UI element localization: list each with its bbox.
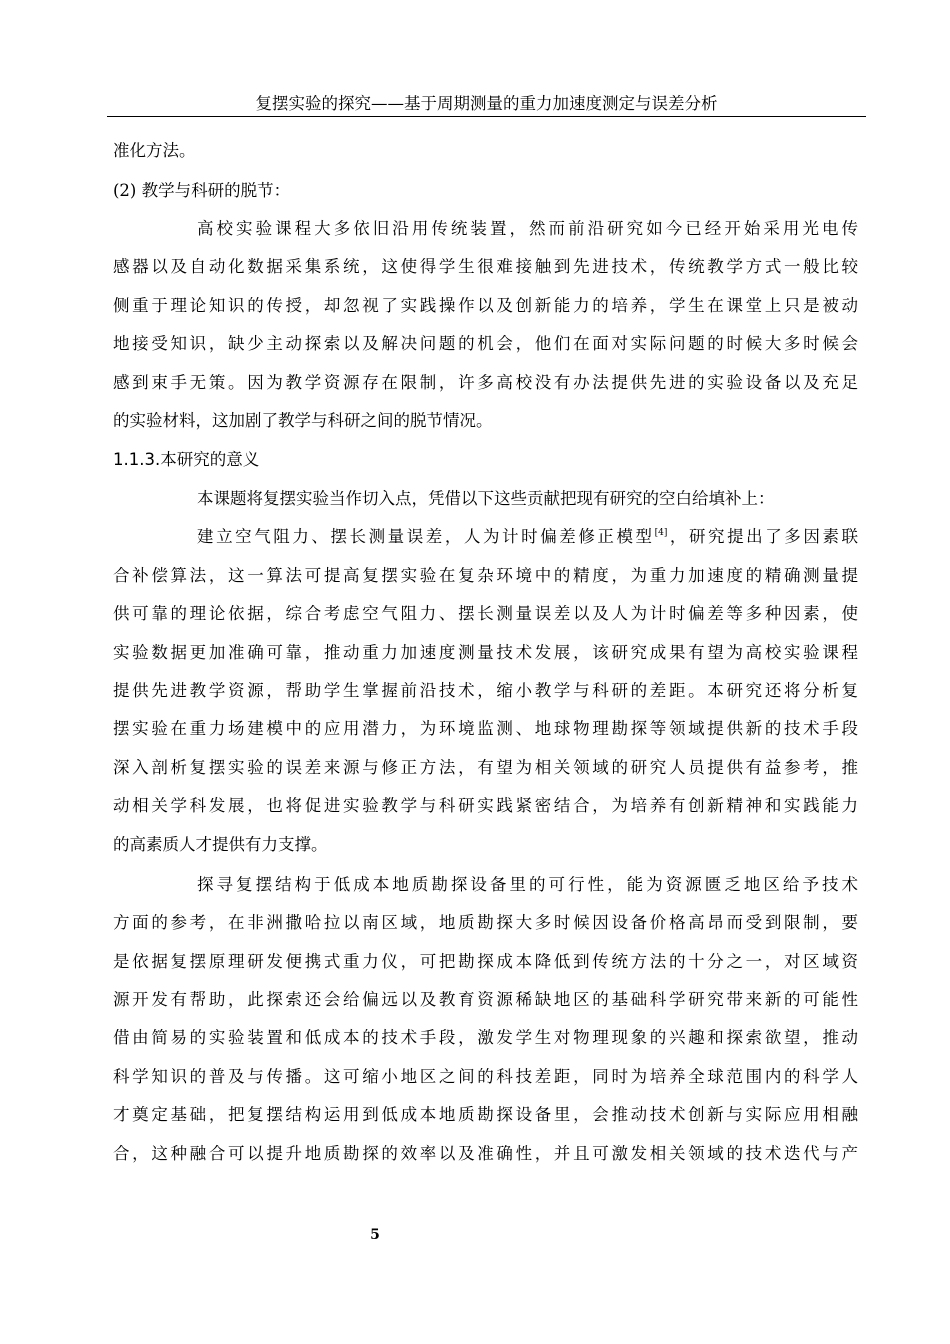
text-line: 侧重于理论知识的传授，却忽视了实践操作以及创新能力的培养，学生在课堂上只是被动 xyxy=(113,296,858,315)
text-run: 建立空气阻力、摆长测量误差，人为计时偏差修正模型 xyxy=(197,527,655,546)
text-line: 合补偿算法，这一算法可提高复摆实验在复杂环境中的精度，为重力加速度的精确测量提 xyxy=(113,566,858,585)
text-line: 深入剖析复摆实验的误差来源与修正方法，有望为相关领域的研究人员提供有益参考，推 xyxy=(113,758,858,777)
text-line: 借由简易的实验装置和低成本的技术手段，激发学生对物理现象的兴趣和探索欲望，推动 xyxy=(113,1028,858,1047)
text-line: 供可靠的理论依据，综合考虑空气阻力、摆长测量误差以及人为计时偏差等多种因素，使 xyxy=(113,604,858,623)
citation-reference[interactable]: [4] xyxy=(654,528,668,538)
text-line: 摆实验在重力场建模中的应用潜力，为环境监测、地球物理勘探等领域提供新的技术手段 xyxy=(113,719,858,738)
paragraph-first-line: 本课题将复摆实验当作切入点，凭借以下这些贡献把现有研究的空白给填补上： xyxy=(197,489,775,508)
text-line: 感器以及自动化数据采集系统，这使得学生很难接触到先进技术，传统教学方式一般比较 xyxy=(113,257,858,276)
text-line: 方面的参考，在非洲撒哈拉以南区域，地质勘探大多时候因设备价格高昂而受到限制，要 xyxy=(113,913,858,932)
text-line: 实验数据更加准确可靠，推动重力加速度测量技术发展，该研究成果有望为高校实验课程 xyxy=(113,643,858,662)
paragraph-first-line xyxy=(197,526,858,548)
text-line: 源开发有帮助，此探索还会给偏远以及教育资源稀缺地区的基础科学研究带来新的可能性 xyxy=(113,990,858,1009)
paragraph-first-line: 高校实验课程大多依旧沿用传统装置，然而前沿研究如今已经开始采用光电传 xyxy=(197,219,858,238)
text-line: 动相关学科发展，也将促进实验教学与科研实践紧密结合，为培养有创新精神和实践能力 xyxy=(113,796,858,815)
text-line: 提供先进教学资源，帮助学生掌握前沿技术，缩小教学与科研的差距。本研究还将分析复 xyxy=(113,681,858,700)
section-heading: 1.1.3.本研究的意义 xyxy=(113,450,260,469)
page-number: 5 xyxy=(370,1227,380,1243)
text-run: ，研究提出了多因素联 xyxy=(667,527,859,546)
text-line: 地接受知识，缺少主动探索以及解决问题的机会，他们在面对实际问题的时候大多时候会 xyxy=(113,334,858,353)
text-line: 合，这种融合可以提升地质勘探的效率以及准确性，并且可激发相关领域的技术迭代与产 xyxy=(113,1144,858,1163)
page-header-title: 复摆实验的探究——基于周期测量的重力加速度测定与误差分析 xyxy=(255,94,718,113)
list-item-heading: (2) 教学与科研的脱节： xyxy=(113,181,291,200)
text-line: 的实验材料，这加剧了教学与科研之间的脱节情况。 xyxy=(113,411,493,430)
paragraph-first-line: 探寻复摆结构于低成本地质勘探设备里的可行性，能为资源匮乏地区给予技术 xyxy=(197,875,858,894)
text-line: 的高素质人才提供有力支撑。 xyxy=(113,835,328,854)
text-line: 准化方法。 xyxy=(113,141,196,160)
text-line: 科学知识的普及与传播。这可缩小地区之间的科技差距，同时为培养全球范围内的科学人 xyxy=(113,1067,858,1086)
text-line: 感到束手无策。因为教学资源存在限制，许多高校没有办法提供先进的实验设备以及充足 xyxy=(113,373,858,392)
text-line: 是依据复摆原理研发便携式重力仪，可把勘探成本降低到传统方法的十分之一，对区域资 xyxy=(113,952,858,971)
header-divider xyxy=(107,116,866,117)
text-line: 才奠定基础，把复摆结构运用到低成本地质勘探设备里，会推动技术创新与实际应用相融 xyxy=(113,1105,858,1124)
